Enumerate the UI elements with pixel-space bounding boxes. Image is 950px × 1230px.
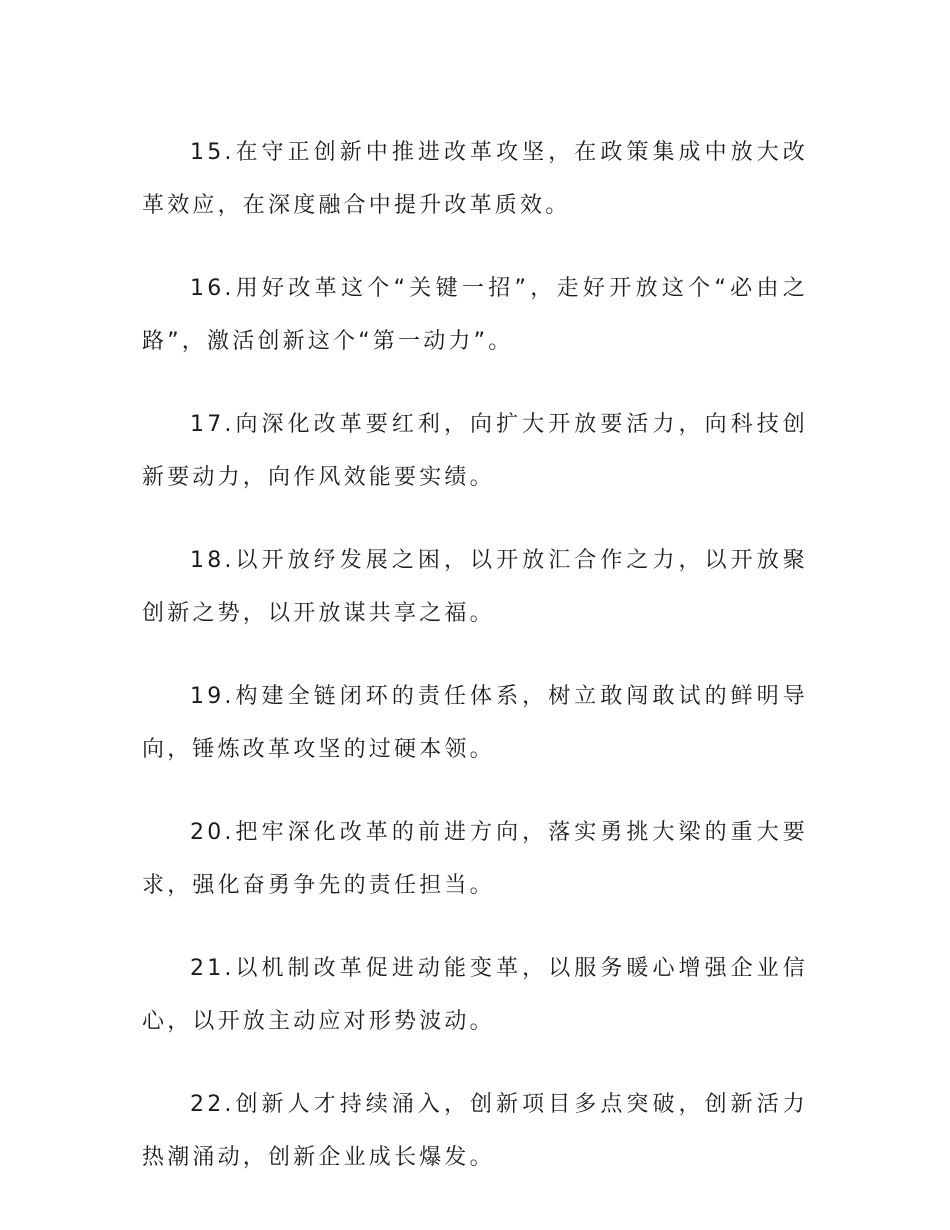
paragraph-16: 16.用好改革这个“关键一招”，走好开放这个“必由之路”，激活创新这个“第一动力”。 [142, 276, 808, 354]
paragraph-18: 18.以开放纾发展之困，以开放汇合作之力，以开放聚创新之势，以开放谋共享之福。 [142, 548, 808, 626]
paragraph-21: 21.以机制改革促进动能变革，以服务暖心增强企业信心，以开放主动应对形势波动。 [142, 956, 808, 1034]
paragraph-22: 22.创新人才持续涌入，创新项目多点突破，创新活力热潮涌动，创新企业成长爆发。 [142, 1092, 808, 1170]
paragraph-20: 20.把牢深化改革的前进方向，落实勇挑大梁的重大要求，强化奋勇争先的责任担当。 [142, 820, 808, 898]
paragraph-15: 15.在守正创新中推进改革攻坚，在政策集成中放大改革效应，在深度融合中提升改革质效。 [142, 140, 808, 218]
paragraph-17: 17.向深化改革要红利，向扩大开放要活力，向科技创新要动力，向作风效能要实绩。 [142, 412, 808, 490]
document-body [142, 126, 808, 1214]
paragraph-19: 19.构建全链闭环的责任体系，树立敢闯敢试的鲜明导向，锤炼改革攻坚的过硬本领。 [142, 684, 808, 762]
